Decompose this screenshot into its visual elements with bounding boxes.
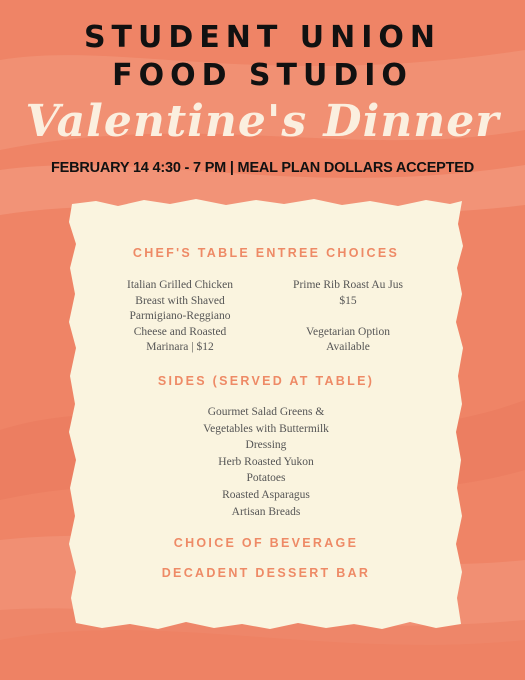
dessert-heading: DECADENT DESSERT BAR <box>161 566 371 580</box>
entree-left-column <box>112 278 248 356</box>
entree-left-line: Breast with Shaved <box>135 294 225 307</box>
entree-left-line: Cheese and Roasted <box>133 325 227 338</box>
event-script-title: Valentine's Dinner <box>25 96 500 147</box>
entree-right-spacer <box>278 309 418 325</box>
entree-right-line: $15 <box>339 294 357 307</box>
title-line-2: FOOD STUDIO <box>112 58 413 93</box>
beverage-heading: CHOICE OF BEVERAGE <box>173 536 359 550</box>
entree-right-line: Available <box>326 341 370 353</box>
entree-right-line: Prime Rib Roast Au Jus <box>293 279 403 291</box>
entree-left-line: Parmigiano-Reggiano <box>129 310 231 322</box>
sides-list <box>178 404 354 520</box>
date-and-payment-line: FEBRUARY 14 4:30 - 7 PM | MEAL PLAN DOLLARS ACCEPTED <box>50 160 475 176</box>
sides-line: Potatoes <box>246 472 286 485</box>
sides-line: Gourmet Salad Greens & <box>207 406 325 418</box>
entree-heading: CHEF'S TABLE ENTREE CHOICES <box>132 246 400 260</box>
entree-left-line: Marinara | $12 <box>146 341 214 353</box>
sides-line: Dressing <box>245 439 287 452</box>
sides-heading: SIDES (SERVED AT TABLE) <box>157 374 375 388</box>
entree-left-line: Italian Grilled Chicken <box>126 279 234 291</box>
sides-line: Vegetables with Buttermilk <box>203 422 329 435</box>
sides-line: Artisan Breads <box>231 505 301 518</box>
title-line-1: STUDENT UNION <box>83 20 442 55</box>
entree-right-line: Vegetarian Option <box>306 325 390 338</box>
sides-line: Roasted Asparagus <box>222 488 310 501</box>
sides-line: Herb Roasted Yukon <box>218 455 314 468</box>
entree-right-column <box>278 278 418 356</box>
